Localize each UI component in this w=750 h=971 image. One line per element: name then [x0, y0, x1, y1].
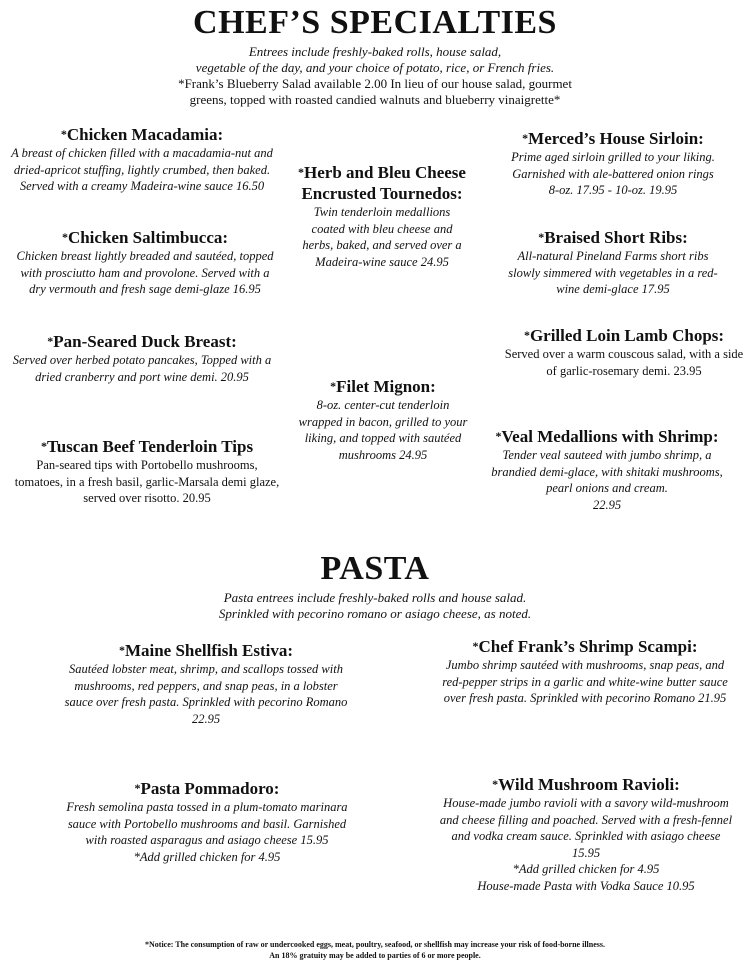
menu-item-house-sirloin — [488, 128, 738, 199]
intro-line: Entrees include freshly-baked rolls, house salad, — [248, 44, 502, 59]
item-addon: *Add grilled chicken for 4.95 — [133, 849, 281, 864]
pasta-title: PASTA — [320, 550, 430, 587]
menu-item-shrimp-scampi — [440, 636, 730, 707]
item-name: *Grilled Loin Lamb Chops: — [523, 326, 725, 345]
specialties-intro — [90, 44, 660, 108]
item-name: *Pan-Seared Duck Breast: — [47, 332, 237, 351]
intro-line: greens, topped with roasted candied walnuts and blueberry vinaigrette* — [189, 92, 561, 107]
menu-item-tuscan-beef — [12, 436, 282, 507]
menu-item-shellfish-estiva — [60, 640, 352, 727]
item-description: House-made jumbo ravioli with a savory wild-mushroom and cheese filling and poached. Served with a fresh-fennel and vodka cream sauce. Sprinkled with asiago cheese 15.95 — [439, 796, 733, 860]
item-price: 8-oz. 17.95 - 10-oz. 19.95 — [548, 183, 678, 197]
item-name: *Veal Medallions with Shrimp: — [495, 427, 719, 446]
item-name: *Chicken Saltimbucca: — [61, 228, 229, 247]
item-description: 8-oz. center-cut tenderloin wrapped in bacon, grilled to your liking, and topped with sautéed mushrooms 24.95 — [298, 398, 468, 462]
item-name: *Merced’s House Sirloin: — [522, 129, 704, 148]
footer-notice: *Notice: The consumption of raw or undercooked eggs, meat, poultry, seafood, or shellfish may increase your risk of food-borne illness. — [145, 940, 605, 949]
item-name: *Herb and Bleu Cheese Encrusted Tournedos: — [298, 163, 466, 203]
item-name: *Filet Mignon: — [330, 377, 436, 396]
menu-item-filet-mignon — [296, 376, 470, 463]
item-description: Fresh semolina pasta tossed in a plum-tomato marinara sauce with Portobello mushrooms and basil. Garnished with roasted asparagus and asiago cheese 15.95 — [66, 800, 348, 847]
item-description: A breast of chicken filled with a macadamia-nut and dried-apricot stuffing, lightly crumbed, then baked. Served with a creamy Madeira-wine sauce 16.50 — [11, 146, 273, 193]
item-description: Pan-seared tips with Portobello mushrooms, tomatoes, in a fresh basil, garlic-Marsala demi glaze, served over risotto. 20.95 — [14, 458, 280, 505]
specialties-title: CHEF’S SPECIALTIES — [193, 4, 557, 41]
item-description: Served over a warm couscous salad, with a side of garlic-rosemary demi. 23.95 — [504, 347, 744, 378]
menu-item-mushroom-ravioli — [436, 774, 736, 894]
intro-line: Sprinkled with pecorino romano or asiago cheese, as noted. — [218, 606, 532, 621]
menu-item-chicken-macadamia — [8, 124, 276, 195]
menu-item-chicken-saltimbucca — [14, 227, 276, 298]
intro-line: *Frank’s Blueberry Salad available 2.00 In lieu of our house salad, gourmet — [178, 76, 572, 91]
item-description: Sautéed lobster meat, shrimp, and scallops tossed with mushrooms, red peppers, and snap peas, in a lobster sauce over fresh pasta. Sprinkled with pecorino Romano 22.95 — [64, 662, 348, 726]
item-name: *Braised Short Ribs: — [538, 228, 688, 247]
item-addon: *Add grilled chicken for 4.95 — [512, 862, 660, 876]
item-description: Jumbo shrimp sautéed with mushrooms, snap peas, and red-pepper strips in a garlic and white-wine butter sauce over fresh pasta. Sprinkled with pecorino Romano 21.95 — [442, 658, 728, 705]
footer-gratuity: An 18% gratuity may be added to parties of 6 or more people. — [269, 951, 481, 960]
item-description: Prime aged sirloin grilled to your liking. Garnished with ale-battered onion rings — [511, 150, 715, 181]
menu-item-pasta-pommadoro — [62, 778, 352, 865]
item-description: Chicken breast lightly breaded and sautéed, topped with prosciutto ham and provolone. Served with a dry vermouth and fresh sage demi-glaze 16.95 — [16, 249, 274, 296]
item-description: Served over herbed potato pancakes, Topped with a dried cranberry and port wine demi. 20.95 — [12, 353, 272, 384]
item-name: *Chicken Macadamia: — [60, 125, 224, 144]
item-description: All-natural Pineland Farms short ribs slowly simmered with vegetables in a red-wine demi-glace 17.95 — [508, 249, 718, 296]
item-name: *Wild Mushroom Ravioli: — [492, 775, 680, 794]
menu-item-lamb-chops — [504, 325, 744, 379]
menu-item-veal-medallions — [488, 426, 726, 513]
intro-line: Pasta entrees include freshly-baked rolls and house salad. — [223, 590, 527, 605]
item-name: *Tuscan Beef Tenderloin Tips — [40, 437, 254, 456]
item-name: *Pasta Pommadoro: — [134, 779, 280, 798]
menu-item-short-ribs — [500, 227, 726, 298]
pasta-intro — [90, 590, 660, 622]
item-name: *Maine Shellfish Estiva: — [118, 641, 294, 660]
intro-line: vegetable of the day, and your choice of potato, rice, or French fries. — [195, 60, 555, 75]
item-description: Twin tenderloin medallions coated with bleu cheese and herbs, baked, and served over a Madeira-wine sauce 24.95 — [302, 205, 462, 269]
item-description: Tender veal sauteed with jumbo shrimp, a brandied demi-glace, with shitaki mushrooms, pearl onions and cream. — [491, 448, 723, 495]
menu-item-tournedos — [298, 162, 466, 270]
item-price: 22.95 — [592, 497, 622, 512]
menu-item-duck-breast — [8, 331, 276, 385]
item-name: *Chef Frank’s Shrimp Scampi: — [472, 637, 698, 656]
item-addon: House-made Pasta with Vodka Sauce 10.95 — [477, 878, 695, 893]
